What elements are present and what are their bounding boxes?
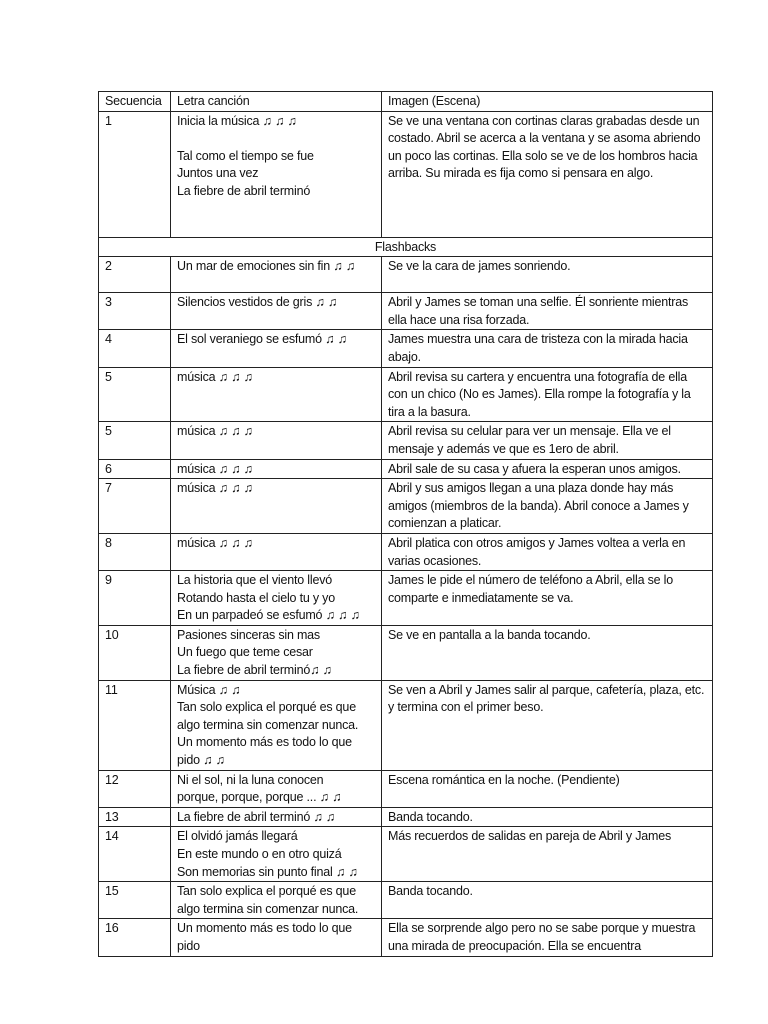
lyric-line: Juntos una vez bbox=[177, 166, 259, 181]
table-row bbox=[99, 479, 713, 534]
table-row bbox=[99, 827, 713, 882]
lyric-line: Un momento más es todo lo que bbox=[177, 921, 352, 936]
table-row bbox=[99, 533, 713, 570]
table-row bbox=[99, 422, 713, 459]
lyric-line: música ♫ ♫ ♫ bbox=[177, 535, 253, 550]
scene-cell: Más recuerdos de salidas en pareja de Abril y James bbox=[382, 827, 713, 882]
lyrics-cell bbox=[171, 479, 382, 534]
lyric-line: Música ♫ ♫ bbox=[177, 682, 241, 697]
table-row bbox=[99, 770, 713, 807]
lyrics-cell bbox=[171, 367, 382, 422]
lyric-line: algo termina sin comenzar nunca. bbox=[177, 717, 359, 732]
lyric-line: música ♫ ♫ ♫ bbox=[177, 369, 253, 384]
lyric-line: pido ♫ ♫ bbox=[177, 753, 225, 768]
lyric-line: El sol veraniego se esfumó ♫ ♫ bbox=[177, 332, 347, 347]
sequence-cell: 15 bbox=[99, 882, 171, 919]
table-row bbox=[99, 257, 713, 293]
lyric-line: Rotando hasta el cielo tu y yo bbox=[177, 590, 335, 605]
scene-cell: Banda tocando. bbox=[382, 807, 713, 827]
lyric-line: Un fuego que teme cesar bbox=[177, 645, 313, 660]
table-row bbox=[99, 330, 713, 367]
scene-cell: Abril sale de su casa y afuera la esperan unos amigos. bbox=[382, 459, 713, 479]
header-lyrics: Letra canción bbox=[171, 92, 382, 112]
lyrics-cell bbox=[171, 625, 382, 680]
lyric-line: música ♫ ♫ ♫ bbox=[177, 461, 253, 476]
lyric-line: El olvidó jamás llegará bbox=[177, 829, 298, 844]
sequence-cell: 2 bbox=[99, 257, 171, 293]
lyric-line: Un momento más es todo lo que bbox=[177, 735, 352, 750]
table-row bbox=[99, 625, 713, 680]
lyrics-cell bbox=[171, 293, 382, 330]
table-row bbox=[99, 111, 713, 237]
lyrics-cell bbox=[171, 422, 382, 459]
section-title: Flashbacks bbox=[99, 237, 713, 257]
table-row bbox=[99, 807, 713, 827]
scene-cell: Abril y sus amigos llegan a una plaza donde hay más amigos (miembros de la banda). Abril conoce a James y comienzan a platicar. bbox=[382, 479, 713, 534]
lyrics-cell bbox=[171, 533, 382, 570]
lyrics-cell bbox=[171, 330, 382, 367]
lyric-line: algo termina sin comenzar nunca. bbox=[177, 901, 359, 916]
table-header-row bbox=[99, 92, 713, 112]
scene-cell: Abril revisa su cartera y encuentra una fotografía de ella con un chico (No es James). Ella rompe la fotografía y la tira a la basura. bbox=[382, 367, 713, 422]
sequence-cell: 14 bbox=[99, 827, 171, 882]
storyboard-table bbox=[98, 91, 713, 957]
scene-cell: James muestra una cara de tristeza con la mirada hacia abajo. bbox=[382, 330, 713, 367]
scene-cell: Se ve en pantalla a la banda tocando. bbox=[382, 625, 713, 680]
lyrics-cell bbox=[171, 571, 382, 626]
lyric-line bbox=[177, 130, 375, 148]
table-row bbox=[99, 293, 713, 330]
sequence-cell: 9 bbox=[99, 571, 171, 626]
scene-cell: Escena romántica en la noche. (Pendiente) bbox=[382, 770, 713, 807]
table-row bbox=[99, 459, 713, 479]
lyrics-cell bbox=[171, 257, 382, 293]
lyrics-cell bbox=[171, 459, 382, 479]
lyric-line: Un mar de emociones sin fin ♫ ♫ bbox=[177, 259, 355, 274]
sequence-cell: 8 bbox=[99, 533, 171, 570]
lyrics-cell bbox=[171, 807, 382, 827]
scene-cell: Se ve la cara de james sonriendo. bbox=[382, 257, 713, 293]
lyric-line: La fiebre de abril terminó♫ ♫ bbox=[177, 663, 332, 678]
sequence-cell: 3 bbox=[99, 293, 171, 330]
lyric-line: Inicia la música ♫ ♫ ♫ bbox=[177, 113, 297, 128]
header-scene: Imagen (Escena) bbox=[382, 92, 713, 112]
header-sequence: Secuencia bbox=[99, 92, 171, 112]
sequence-cell: 13 bbox=[99, 807, 171, 827]
lyric-line: La fiebre de abril terminó bbox=[177, 183, 311, 198]
sequence-cell: 7 bbox=[99, 479, 171, 534]
table-row bbox=[99, 367, 713, 422]
lyric-line: Tan solo explica el porqué es que bbox=[177, 700, 356, 715]
lyric-line: En este mundo o en otro quizá bbox=[177, 847, 342, 861]
lyric-line: música ♫ ♫ ♫ bbox=[177, 481, 253, 496]
lyric-line: En un parpadeó se esfumó ♫ ♫ ♫ bbox=[177, 608, 360, 623]
lyrics-cell bbox=[171, 882, 382, 919]
sequence-cell: 11 bbox=[99, 680, 171, 770]
sequence-cell: 10 bbox=[99, 625, 171, 680]
scene-cell: James le pide el número de teléfono a Abril, ella se lo comparte e inmediatamente se va. bbox=[382, 571, 713, 626]
lyrics-cell bbox=[171, 919, 382, 956]
scene-cell: Se ven a Abril y James salir al parque, cafetería, plaza, etc. y termina con el primer beso. bbox=[382, 680, 713, 770]
lyrics-cell bbox=[171, 827, 382, 882]
scene-cell: Se ve una ventana con cortinas claras grabadas desde un costado. Abril se acerca a la ventana y se asoma abriendo un poco las cortinas. Ella solo se ve de los hombros hacia arriba. Su mirada es fija como si pensara en algo. bbox=[382, 111, 713, 237]
table-row bbox=[99, 882, 713, 919]
scene-cell: Banda tocando. bbox=[382, 882, 713, 919]
lyrics-cell bbox=[171, 111, 382, 237]
lyric-line: Silencios vestidos de gris ♫ ♫ bbox=[177, 295, 338, 310]
sequence-cell: 12 bbox=[99, 770, 171, 807]
sequence-cell: 5 bbox=[99, 367, 171, 422]
scene-cell: Abril platica con otros amigos y James voltea a verla en varias ocasiones. bbox=[382, 533, 713, 570]
lyric-line: Ni el sol, ni la luna conocen bbox=[177, 772, 324, 787]
lyric-line: porque, porque, porque ... ♫ ♫ bbox=[177, 790, 342, 805]
table-row bbox=[99, 680, 713, 770]
sequence-cell: 5 bbox=[99, 422, 171, 459]
scene-cell: Abril revisa su celular para ver un mensaje. Ella ve el mensaje y además ve que es 1ero de abril. bbox=[382, 422, 713, 459]
lyric-line: La historia que el viento llevó bbox=[177, 573, 333, 588]
lyric-line: Pasiones sinceras sin mas bbox=[177, 627, 320, 642]
scene-cell: Abril y James se toman una selfie. Él sonriente mientras ella hace una risa forzada. bbox=[382, 293, 713, 330]
table-row bbox=[99, 571, 713, 626]
sequence-cell: 16 bbox=[99, 919, 171, 956]
lyric-line: Tan solo explica el porqué es que bbox=[177, 884, 356, 899]
lyrics-cell bbox=[171, 770, 382, 807]
lyric-line: pido bbox=[177, 938, 200, 953]
sequence-cell: 6 bbox=[99, 459, 171, 479]
lyric-line: Son memorias sin punto final ♫ ♫ bbox=[177, 864, 358, 879]
lyric-line: Tal como el tiempo se fue bbox=[177, 148, 314, 163]
table-row bbox=[99, 919, 713, 956]
lyric-line: La fiebre de abril terminó ♫ ♫ bbox=[177, 809, 335, 824]
scene-cell: Ella se sorprende algo pero no se sabe porque y muestra una mirada de preocupación. Ella se encuentra bbox=[382, 919, 713, 956]
lyric-line: música ♫ ♫ ♫ bbox=[177, 424, 253, 439]
section-row bbox=[99, 237, 713, 257]
lyrics-cell bbox=[171, 680, 382, 770]
sequence-cell: 4 bbox=[99, 330, 171, 367]
sequence-cell: 1 bbox=[99, 111, 171, 237]
